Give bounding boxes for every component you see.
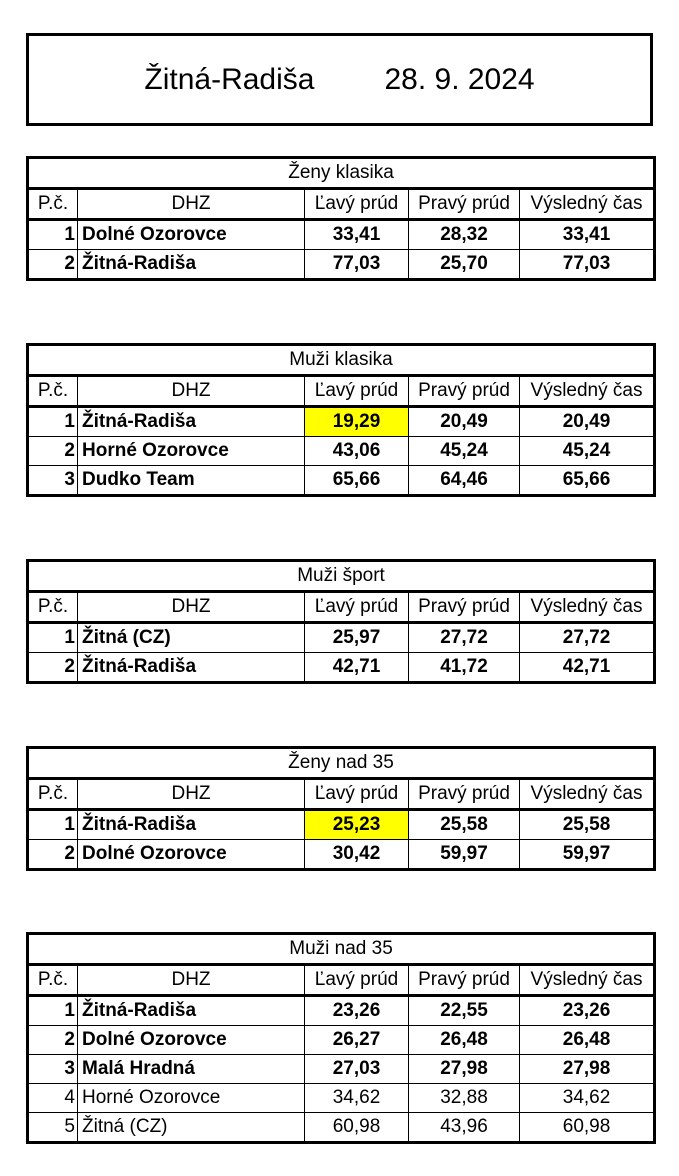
column-header: DHZ [78,189,305,220]
column-header: Ľavý prúd [305,965,409,996]
team-cell: Dolné Ozorovce [78,1026,305,1055]
table-row [28,840,655,870]
rank-cell: 2 [28,437,78,466]
result-cell: 25,58 [520,810,655,840]
left-stream-cell: 30,42 [305,840,409,870]
result-cell: 59,97 [520,840,655,870]
column-header: Pravý prúd [409,965,520,996]
table-row [28,407,655,437]
team-cell: Žitná-Radiša [78,407,305,437]
team-cell: Horné Ozorovce [78,437,305,466]
left-stream-cell: 34,62 [305,1084,409,1113]
rank-cell: 1 [28,996,78,1026]
results-table [26,932,656,1144]
result-cell: 77,03 [520,250,655,280]
left-stream-cell: 42,71 [305,653,409,683]
column-header: P.č. [28,965,78,996]
table-row [28,1026,655,1055]
column-header: Výsledný čas [520,376,655,407]
column-header: Pravý prúd [409,779,520,810]
column-header: Ľavý prúd [305,592,409,623]
results-table [26,343,656,497]
right-stream-cell: 22,55 [409,996,520,1026]
left-stream-cell: 43,06 [305,437,409,466]
column-header: DHZ [78,376,305,407]
left-stream-cell: 77,03 [305,250,409,280]
result-cell: 45,24 [520,437,655,466]
left-stream-cell: 26,27 [305,1026,409,1055]
team-cell: Žitná-Radiša [78,810,305,840]
rank-cell: 1 [28,220,78,250]
column-header: Výsledný čas [520,779,655,810]
column-header: Ľavý prúd [305,376,409,407]
result-cell: 34,62 [520,1084,655,1113]
table-row [28,437,655,466]
rank-cell: 2 [28,840,78,870]
team-cell: Žitná-Radiša [78,250,305,280]
left-stream-cell: 60,98 [305,1113,409,1143]
category-title: Ženy klasika [28,158,655,189]
right-stream-cell: 59,97 [409,840,520,870]
header-place: Žitná-Radiša [144,62,315,96]
right-stream-cell: 41,72 [409,653,520,683]
team-cell: Žitná-Radiša [78,996,305,1026]
team-cell: Dudko Team [78,466,305,496]
right-stream-cell: 20,49 [409,407,520,437]
right-stream-cell: 25,70 [409,250,520,280]
rank-cell: 5 [28,1113,78,1143]
rank-cell: 2 [28,653,78,683]
team-cell: Žitná (CZ) [78,1113,305,1143]
right-stream-cell: 64,46 [409,466,520,496]
column-header: DHZ [78,592,305,623]
table-row [28,1084,655,1113]
left-stream-cell: 23,26 [305,996,409,1026]
rank-cell: 1 [28,407,78,437]
left-stream-cell: 25,23 [305,810,409,840]
column-header: DHZ [78,965,305,996]
rank-cell: 3 [28,466,78,496]
category-title: Muži klasika [28,345,655,376]
left-stream-cell: 65,66 [305,466,409,496]
right-stream-cell: 32,88 [409,1084,520,1113]
team-cell: Horné Ozorovce [78,1084,305,1113]
rank-cell: 1 [28,623,78,653]
table-row [28,1055,655,1084]
result-cell: 65,66 [520,466,655,496]
results-table [26,746,656,871]
category-title: Muži nad 35 [28,934,655,965]
team-cell: Žitná-Radiša [78,653,305,683]
left-stream-cell: 27,03 [305,1055,409,1084]
column-header: Ľavý prúd [305,189,409,220]
column-header: DHZ [78,779,305,810]
team-cell: Malá Hradná [78,1055,305,1084]
result-cell: 20,49 [520,407,655,437]
column-header: Pravý prúd [409,189,520,220]
table-row [28,220,655,250]
category-title: Ženy nad 35 [28,748,655,779]
table-row [28,810,655,840]
team-cell: Dolné Ozorovce [78,220,305,250]
column-header: Pravý prúd [409,376,520,407]
rank-cell: 1 [28,810,78,840]
table-row [28,1113,655,1143]
column-header: Pravý prúd [409,592,520,623]
left-stream-cell: 25,97 [305,623,409,653]
right-stream-cell: 28,32 [409,220,520,250]
rank-cell: 2 [28,1026,78,1055]
result-cell: 60,98 [520,1113,655,1143]
column-header: P.č. [28,779,78,810]
right-stream-cell: 43,96 [409,1113,520,1143]
result-cell: 23,26 [520,996,655,1026]
results-table [26,156,656,281]
header-date: 28. 9. 2024 [384,62,535,96]
team-cell: Žitná (CZ) [78,623,305,653]
right-stream-cell: 25,58 [409,810,520,840]
table-row [28,653,655,683]
category-title: Muži šport [28,561,655,592]
rank-cell: 3 [28,1055,78,1084]
result-cell: 33,41 [520,220,655,250]
left-stream-cell: 19,29 [305,407,409,437]
column-header: Výsledný čas [520,189,655,220]
right-stream-cell: 45,24 [409,437,520,466]
table-row [28,996,655,1026]
left-stream-cell: 33,41 [305,220,409,250]
column-header: P.č. [28,592,78,623]
result-cell: 27,98 [520,1055,655,1084]
column-header: Výsledný čas [520,965,655,996]
results-table [26,559,656,684]
table-row [28,623,655,653]
right-stream-cell: 26,48 [409,1026,520,1055]
result-cell: 26,48 [520,1026,655,1055]
header-box [26,33,653,126]
rank-cell: 4 [28,1084,78,1113]
column-header: P.č. [28,376,78,407]
right-stream-cell: 27,72 [409,623,520,653]
column-header: Ľavý prúd [305,779,409,810]
result-cell: 42,71 [520,653,655,683]
table-row [28,250,655,280]
column-header: Výsledný čas [520,592,655,623]
result-cell: 27,72 [520,623,655,653]
right-stream-cell: 27,98 [409,1055,520,1084]
column-header: P.č. [28,189,78,220]
team-cell: Dolné Ozorovce [78,840,305,870]
rank-cell: 2 [28,250,78,280]
table-row [28,466,655,496]
